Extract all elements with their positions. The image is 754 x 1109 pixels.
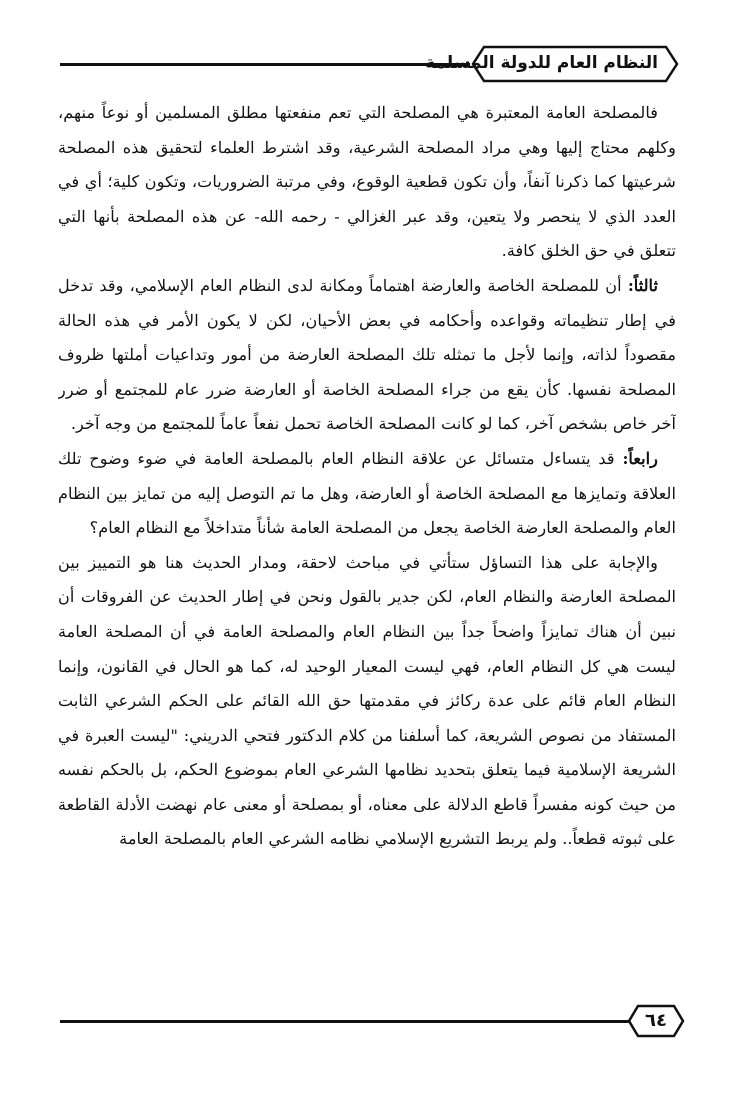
paragraph-2-lead: ثالثاً:: [627, 275, 658, 295]
page-footer: [60, 1003, 680, 1043]
paragraph-2: [58, 269, 676, 442]
page-number-tab: [626, 1003, 686, 1039]
page-number: ٦٤: [645, 1010, 667, 1031]
paragraph-1: [58, 96, 676, 269]
page-header: [60, 44, 680, 84]
header-rule: [60, 63, 470, 66]
header-title-tab: [425, 44, 680, 84]
paragraph-2-text: أن للمصلحة الخاصة والعارضة اهتماماً ومكانة لدى النظام العام الإسلامي، وقد تدخل في إطار تنظيماته وقواعده وأحكامه في بعض الأحيان، لكن لا يكون الأمر في هذه الحالة مقصوداً لذاته، وإنما لأجل ما تمثله تلك المصلحة العارضة من أمور وتداعيات أملتها ظروف المصلحة نفسها. كأن يقع من جراء المصلحة الخاصة أو العارضة ضرر عام للمجتمع أو ضرر آخر خاص بشخص آخر، كما لو كانت المصلحة الخاصة تحمل نفعاً عاماً للمجتمع من وجه آخر.: [58, 275, 676, 434]
paragraph-4: [58, 546, 676, 857]
paragraph-1-text: فالمصلحة العامة المعتبرة هي المصلحة التي تعم منفعتها مطلق المسلمين أو نوعاً منهم، وكلهم محتاج إليها وهي مراد المصلحة الشرعية، وقد اشترط العلماء لتحقيق هذه المصلحة شرعيتها كما ذكرنا آنفاً، وأن تكون قطعية الوقوع، وفي مرتبة الضروريات، وتكون كلية؛ أي في العدد الذي لا ينحصر ولا يتعين، وقد عبر الغزالي - رحمه الله- عن هذه المصلحة بأنها التي تتعلق في حق الخلق كافة.: [58, 103, 676, 261]
running-title: النظام العام للدولة المسلمة: [425, 53, 658, 73]
paragraph-3-lead: رابعاً:: [622, 448, 658, 468]
paragraph-3: [58, 442, 676, 546]
footer-rule: [60, 1020, 680, 1023]
paragraph-3-text: قد يتساءل متسائل عن علاقة النظام العام بالمصلحة العامة في ضوء وضوح تلك العلاقة وتمايزها مع المصلحة الخاصة أو العارضة، وهل ما تم التوصل إليه من تمايز بين النظام العام والمصلحة العارضة الخاصة يجعل من المصلحة العامة شأناً متداخلاً مع النظام العام؟: [58, 448, 676, 538]
paragraph-4-text: والإجابة على هذا التساؤل ستأتي في مباحث لاحقة، ومدار الحديث هنا هو التمييز بين المصلحة العارضة والنظام العام، لكن جدير بالقول ونحن في إطار الحديث عن الفروقات أن نبين أن هناك تمايزاً واضحاً جداً بين النظام العام والمصلحة العامة في أن المصلحة العامة ليست هي كل النظام العام، فهي ليست المعيار الوحيد له، كما هو الحال في القانون، وإنما النظام العام قائم على عدة ركائز في مقدمتها حق الله القائم على الحكم الشرعي الثابت المستفاد من نصوص الشريعة، كما أسلفنا من كلام الدكتور فتحي الدريني: "ليست العبرة في الشريعة الإسلامية فيما يتعلق بتحديد نظامها الشرعي العام بموضوع الحكم، بل بالحكم نفسه من حيث كونه مفسراً قاطع الدلالة على معناه، أو بمصلحة أو معنى عام نهضت الأدلة القاطعة على ثبوته قطعاً.. ولم يربط التشريع الإسلامي نظامه الشرعي العام بالمصلحة العامة: [58, 552, 676, 849]
body-text: [58, 96, 676, 986]
